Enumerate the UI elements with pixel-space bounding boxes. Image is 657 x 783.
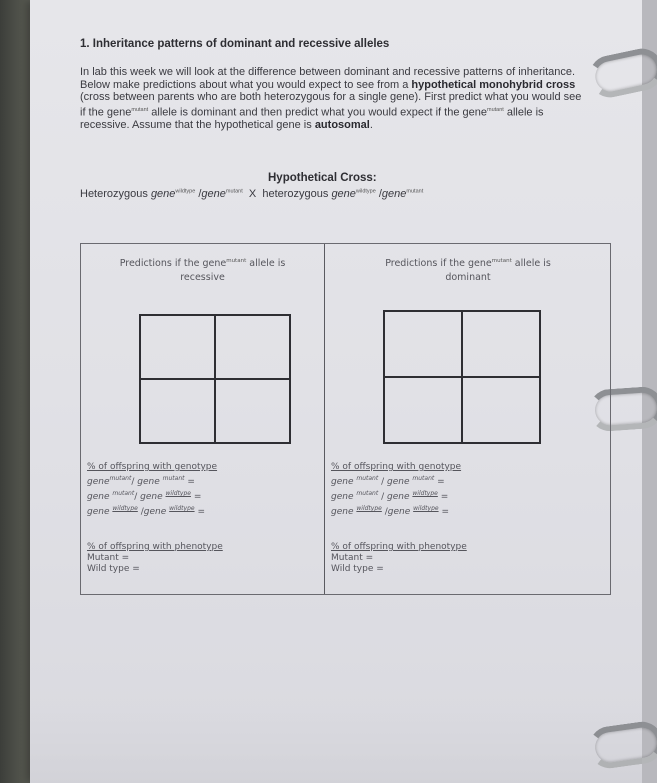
genotype-section-dominant — [331, 462, 461, 518]
dominant-column — [324, 244, 611, 594]
punnett-cell[interactable] — [384, 377, 462, 443]
punnett-cell[interactable] — [462, 311, 540, 377]
phenotype-section-dominant — [331, 542, 467, 575]
punnett-cell[interactable] — [140, 315, 215, 379]
section-title: 1. Inheritance patterns of dominant and recessive alleles — [80, 38, 390, 50]
recessive-column — [81, 244, 324, 594]
cross-description: Heterozygous gene$^{wildtype}$ /gene$^{mutant}$ X heterozygous gene$^{wildtype}$ /gene$^{mutant}$ — [80, 188, 424, 200]
punnett-cell[interactable] — [140, 379, 215, 443]
genotype-row-wildtype-wildtype: gene $^{wildtype}$ /gene $^{wildtype}$ = — [331, 505, 449, 517]
genotype-row-mutant-mutant: gene$^{mutant}$/ gene $^{mutant}$ = — [87, 475, 195, 487]
genotype-row-mutant-wildtype: gene $^{mutant}$/ gene $^{wildtype}$ = — [87, 490, 202, 502]
intro-bold-monohybrid: hypothetical monohybrid cross — [411, 78, 576, 91]
punnett-square-dominant — [383, 310, 541, 444]
genotype-section-recessive — [87, 462, 217, 518]
genotype-row-mutant-mutant: gene $^{mutant}$ / gene $^{mutant}$ = — [331, 475, 445, 487]
punnett-cell[interactable] — [384, 311, 462, 377]
phenotype-mutant-label: Mutant = — [331, 553, 374, 563]
intro-bold-autosomal: autosomal — [314, 119, 370, 132]
recessive-column-header: Predictions if the gene$^{mutant}$ allele is recessive — [119, 258, 286, 284]
phenotype-heading: % of offspring with phenotype — [87, 542, 223, 552]
punnett-cell[interactable] — [215, 379, 290, 443]
phenotype-mutant-label: Mutant = — [87, 553, 130, 563]
cross-title: Hypothetical Cross: — [268, 172, 377, 184]
genotype-row-mutant-wildtype: gene $^{mutant}$ / gene $^{wildtype}$ = — [331, 490, 449, 502]
phenotype-wildtype-label: Wild type = — [331, 564, 384, 574]
punnett-square-recessive — [139, 314, 291, 444]
intro-paragraph: In lab this week we will look at the difference between dominant and recessive patterns of inheritance. Below make predictions about what you would expect to see from a hypothetical monohybrid cross (cross between parents who are both heterozygous for a single gene). First predict what you would see if the gene$^{mutant}$ allele is dominant and then predict what you would expect if the gene$^{mutant}$ allele is recessive. Assume that the hypothetical gene is autosomal. — [80, 66, 582, 132]
phenotype-section-recessive — [87, 542, 223, 575]
page-shadow — [30, 703, 642, 783]
predictions-table — [80, 243, 611, 595]
genotype-row-wildtype-wildtype: gene $^{wildtype}$ /gene $^{wildtype}$ = — [87, 505, 205, 517]
punnett-cell[interactable] — [462, 377, 540, 443]
genotype-heading: % of offspring with genotype — [87, 462, 218, 472]
dominant-column-header: Predictions if the gene$^{mutant}$ allele is dominant — [385, 258, 551, 284]
punnett-cell[interactable] — [215, 315, 290, 379]
phenotype-wildtype-label: Wild type = — [87, 564, 140, 574]
phenotype-heading: % of offspring with phenotype — [331, 542, 467, 552]
genotype-heading: % of offspring with genotype — [331, 462, 462, 472]
